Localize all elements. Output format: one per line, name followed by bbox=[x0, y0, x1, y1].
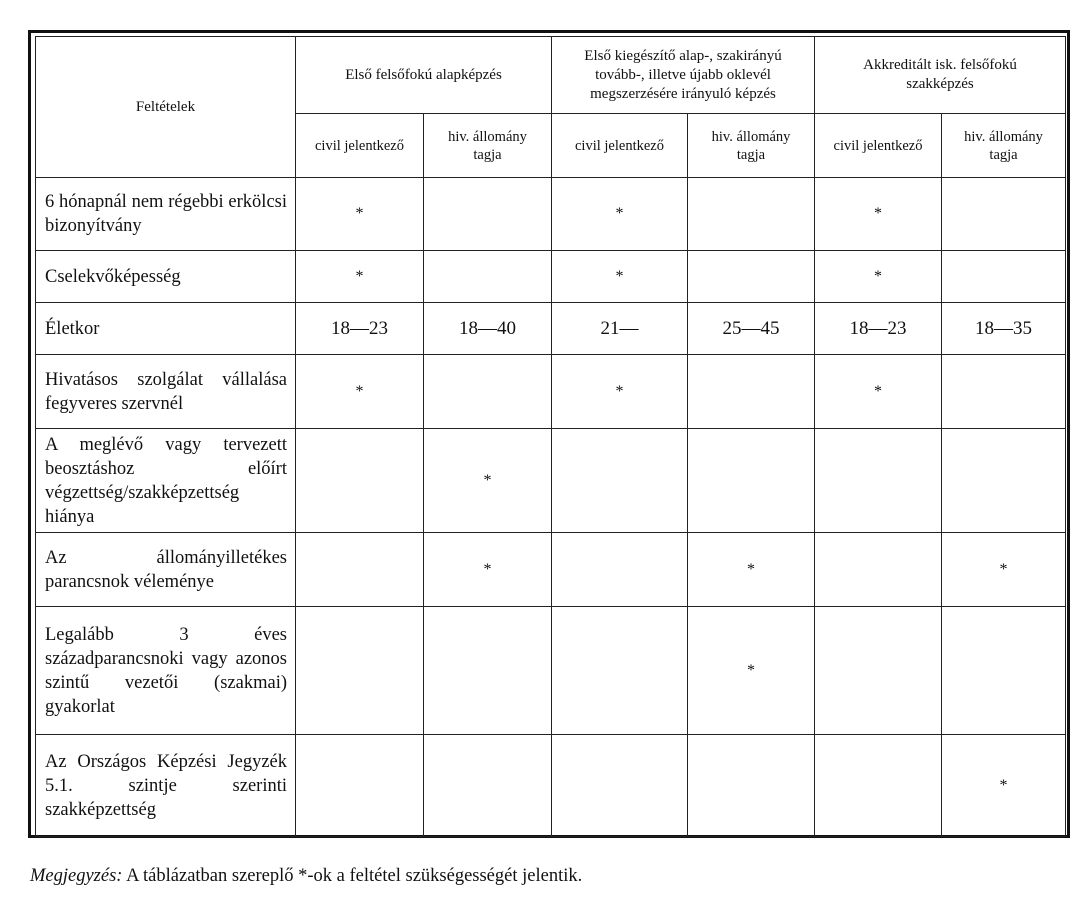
subheader-civil: civil jelentkező bbox=[552, 114, 688, 178]
condition-cell: 6 hónapnál nem régebbi erkölcsi bizonyítvány bbox=[36, 178, 296, 251]
empty-cell bbox=[552, 735, 688, 837]
table-row bbox=[36, 533, 1066, 607]
requirement-mark: * bbox=[424, 533, 552, 607]
age-range-cell: 21— bbox=[552, 303, 688, 355]
empty-cell bbox=[424, 607, 552, 735]
empty-cell bbox=[942, 355, 1066, 429]
requirement-mark: * bbox=[296, 251, 424, 303]
table-body bbox=[36, 178, 1066, 837]
condition-cell: Az állományilletékes parancsnok véleménye bbox=[36, 533, 296, 607]
empty-cell bbox=[296, 607, 424, 735]
age-range-cell: 25—45 bbox=[688, 303, 815, 355]
requirement-mark: * bbox=[815, 355, 942, 429]
requirement-mark: * bbox=[552, 178, 688, 251]
requirement-mark: * bbox=[296, 355, 424, 429]
empty-cell bbox=[942, 607, 1066, 735]
table-row bbox=[36, 429, 1066, 533]
table-row bbox=[36, 355, 1066, 429]
empty-cell bbox=[815, 429, 942, 533]
requirement-mark: * bbox=[942, 735, 1066, 837]
requirement-mark: * bbox=[688, 607, 815, 735]
empty-cell bbox=[552, 607, 688, 735]
requirement-mark: * bbox=[552, 251, 688, 303]
condition-cell: Életkor bbox=[36, 303, 296, 355]
empty-cell bbox=[942, 429, 1066, 533]
footnote bbox=[30, 866, 582, 887]
condition-cell: Legalább 3 éves századparancsnoki vagy azonos szintű vezetői (szakmai) gyakorlat bbox=[36, 607, 296, 735]
age-range-cell: 18—35 bbox=[942, 303, 1066, 355]
subheader-civil: civil jelentkező bbox=[296, 114, 424, 178]
requirement-mark: * bbox=[942, 533, 1066, 607]
condition-cell: Az Országos Képzési Jegyzék 5.1. szintje szerinti szakképzettség bbox=[36, 735, 296, 837]
requirement-mark: * bbox=[688, 533, 815, 607]
table-row bbox=[36, 735, 1066, 837]
table-row bbox=[36, 251, 1066, 303]
requirement-mark: * bbox=[815, 251, 942, 303]
empty-cell bbox=[424, 178, 552, 251]
header-group-3: Akkreditált isk. felsőfokú szakképzés bbox=[815, 37, 1066, 114]
empty-cell bbox=[296, 735, 424, 837]
empty-cell bbox=[688, 251, 815, 303]
requirement-mark: * bbox=[815, 178, 942, 251]
empty-cell bbox=[424, 251, 552, 303]
empty-cell bbox=[815, 735, 942, 837]
empty-cell bbox=[942, 251, 1066, 303]
footnote-text: A táblázatban szereplő *-ok a feltétel szükségességét jelentik. bbox=[126, 866, 583, 886]
table-row bbox=[36, 303, 1066, 355]
requirement-mark: * bbox=[424, 429, 552, 533]
empty-cell bbox=[688, 735, 815, 837]
header-conditions: Feltételek bbox=[36, 37, 296, 178]
empty-cell bbox=[552, 429, 688, 533]
empty-cell bbox=[424, 355, 552, 429]
condition-cell: Hivatásos szolgálat vállalása fegyveres szervnél bbox=[36, 355, 296, 429]
subheader-civil: civil jelentkező bbox=[815, 114, 942, 178]
empty-cell bbox=[688, 178, 815, 251]
empty-cell bbox=[688, 429, 815, 533]
subheader-staff: hiv. állomány tagja bbox=[942, 114, 1066, 178]
empty-cell bbox=[424, 735, 552, 837]
condition-cell: Cselekvőképesség bbox=[36, 251, 296, 303]
age-range-cell: 18—40 bbox=[424, 303, 552, 355]
subheader-staff: hiv. állomány tagja bbox=[688, 114, 815, 178]
condition-cell: A meglévő vagy tervezett beosztáshoz előírt végzettség/szakképzettség hiánya bbox=[36, 429, 296, 533]
conditions-table bbox=[35, 36, 1066, 837]
age-range-cell: 18—23 bbox=[815, 303, 942, 355]
empty-cell bbox=[942, 178, 1066, 251]
age-range-cell: 18—23 bbox=[296, 303, 424, 355]
header-group-2: Első kiegészítő alap-, szakirányú tovább-, illetve újabb oklevél megszerzésére irányuló képzés bbox=[552, 37, 815, 114]
requirement-mark: * bbox=[552, 355, 688, 429]
header-group-1: Első felsőfokú alapképzés bbox=[296, 37, 552, 114]
table-row bbox=[36, 178, 1066, 251]
footnote-label: Megjegyzés: bbox=[30, 866, 123, 886]
empty-cell bbox=[296, 533, 424, 607]
empty-cell bbox=[815, 607, 942, 735]
subheader-staff: hiv. állomány tagja bbox=[424, 114, 552, 178]
empty-cell bbox=[688, 355, 815, 429]
requirement-mark: * bbox=[296, 178, 424, 251]
empty-cell bbox=[552, 533, 688, 607]
table-row bbox=[36, 607, 1066, 735]
empty-cell bbox=[815, 533, 942, 607]
empty-cell bbox=[296, 429, 424, 533]
